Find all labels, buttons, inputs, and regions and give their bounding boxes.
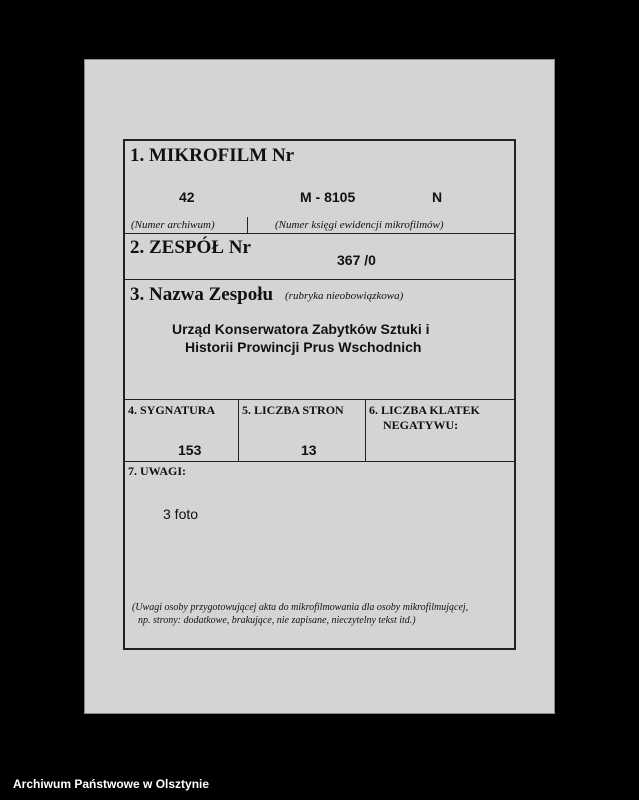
liczba-klatek-label: 6. LICZBA KLATEK <box>369 403 480 417</box>
uwagi-note-line2: np. strony: dodatkowe, brakujące, nie zapisane, nieczytelny tekst itd.) <box>138 615 416 626</box>
sygnatura-label: 4. SYGNATURA <box>128 403 216 417</box>
uwagi-value: 3 foto <box>163 506 199 522</box>
divider-line <box>125 279 514 280</box>
sygnatura-value: 153 <box>178 442 202 458</box>
mikrofilm-title: 1. MIKROFILM Nr <box>130 145 295 166</box>
divider-line <box>125 399 514 400</box>
zespol-number: 367 /0 <box>337 252 376 268</box>
zespol-title: 2. ZESPÓŁ Nr <box>130 237 251 258</box>
uwagi-label: 7. UWAGI: <box>128 464 187 478</box>
microfilm-form <box>123 139 516 650</box>
liczba-stron-label: 5. LICZBA STRON <box>242 403 344 417</box>
nazwa-line2: Historii Prowincji Prus Wschodnich <box>185 339 422 355</box>
divider-line <box>125 233 514 234</box>
register-number: M - 8105 <box>300 189 356 205</box>
nazwa-line1: Urząd Konserwatora Zabytków Sztuki i <box>172 321 430 337</box>
archive-number: 42 <box>179 189 195 205</box>
uwagi-note-line1: (Uwagi osoby przygotowującej akta do mikrofilmowania dla osoby mikrofilmującej, <box>132 602 469 613</box>
divider-line <box>365 399 366 461</box>
nazwa-title: 3. Nazwa Zespołu <box>130 284 274 305</box>
divider-line <box>247 217 248 233</box>
divider-line <box>238 399 239 461</box>
divider-line <box>125 461 514 462</box>
archive-footer: Archiwum Państwowe w Olsztynie <box>13 777 210 791</box>
nazwa-note: (rubryka nieobowiązkowa) <box>285 290 404 302</box>
register-number-caption: (Numer księgi ewidencji mikrofilmów) <box>275 219 444 231</box>
archive-number-caption: (Numer archiwum) <box>131 219 215 231</box>
liczba-stron-value: 13 <box>301 442 317 458</box>
negatywu-label: NEGATYWU: <box>383 418 459 432</box>
register-suffix: N <box>432 189 443 205</box>
